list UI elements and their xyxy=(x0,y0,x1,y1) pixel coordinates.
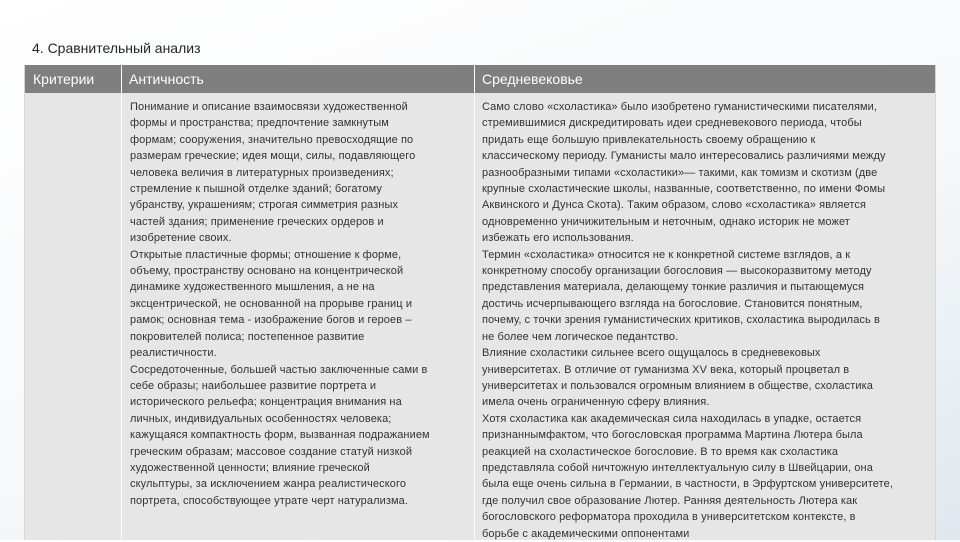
slide-title: 4. Сравнительный анализ xyxy=(32,40,201,56)
cell-middle-ages: Само слово «схоластика» было изобретено гуманистическими писателями, стремившимися дискредитировать идеи средневекового периода, чтобы придать еще большую привлекательность своему обращению к классическому периоду. Гуманисты мало интересовались различиями между разнообразными типами «схоластики»— такими, как томизм и скотизм (две крупные схоластические школы, названные, соответственно, по имени Фомы Аквинского и Дунса Скота). Таким образом, слово «схоластика» является одновременно уничижительным и неточным, однако историк не может избежать его использования. Термин «схоластика» относится не к конкретной системе взглядов, а к конкретному способу организации богословия — высокоразвитому методу представления материала, делающему тонкие различия и пытающемуся достичь исчерпывающего взгляда на богословие. Становится понятным, почему, с точки зрения гуманистических критиков, схоластика выродилась в не более чем логическое педантство. Влияние схоластики сильнее всего ощущалось в средневековых университетах. В отличие от гуманизма XV века, который процветал в университетах и пользовался огромным влиянием в обществе, схоластика имела очень ограниченную сферу влияния. Хотя схоластика как академическая сила находилась в упадке, остается признаннымфактом, что богословская программа Мартина Лютера была реакцией на схоластическое богословие. В то время как схоластика представляла собой ничтожную интеллектуальную силу в Швейцарии, она была еще очень сильна в Германии, в частности, в Эрфуртском университете, где получил свое образование Лютер. Ранняя деятельность Лютера как богословского реформатора проходила в университетском контексте, в борьбе с академическими оппонентами xyxy=(482,101,893,540)
column-divider xyxy=(121,65,122,540)
column-divider xyxy=(474,65,475,540)
header-middle-ages: Средневековье xyxy=(482,71,583,87)
table-header-row xyxy=(25,65,935,93)
table-row xyxy=(25,93,935,540)
comparison-table xyxy=(24,65,936,540)
header-criteria: Критерии xyxy=(33,71,95,87)
cell-antiquity: Понимание и описание взаимосвязи художественной формы и пространства; предпочтение замкнутым формам; сооружения, значительно превосходящие по размерам греческие; идея мощи, силы, подавляющего человека величия в литературных произведениях; стремление к пышной отделке зданий; богатому убранству, украшениям; строгая симметрия разных частей здания; применение греческих ордеров и изобретение своих. Открытые пластичные формы; отношение к форме, объему, пространству основано на концентрической динамике художественного мышления, а не на эксцентрической, не основанной на прорыве границ и рамок; основная тема - изображение богов и героев – покровителей полиса; постепенное развитие реалистичности. Сосредоточенные, большей частью заключенные сами в себе образы; наибольшее развитие портрета и исторического рельефа; концентрация внимания на личных, индивидуальных особенностях человека; кажущаяся компактность форм, вызванная подражанием греческим образам; массовое создание статуй низкой художественной ценности; влияние греческой скульптуры, за исключением жанра реалистического портрета, способствующее утрате черт натурализма. xyxy=(130,101,430,507)
header-antiquity: Античность xyxy=(129,71,204,87)
